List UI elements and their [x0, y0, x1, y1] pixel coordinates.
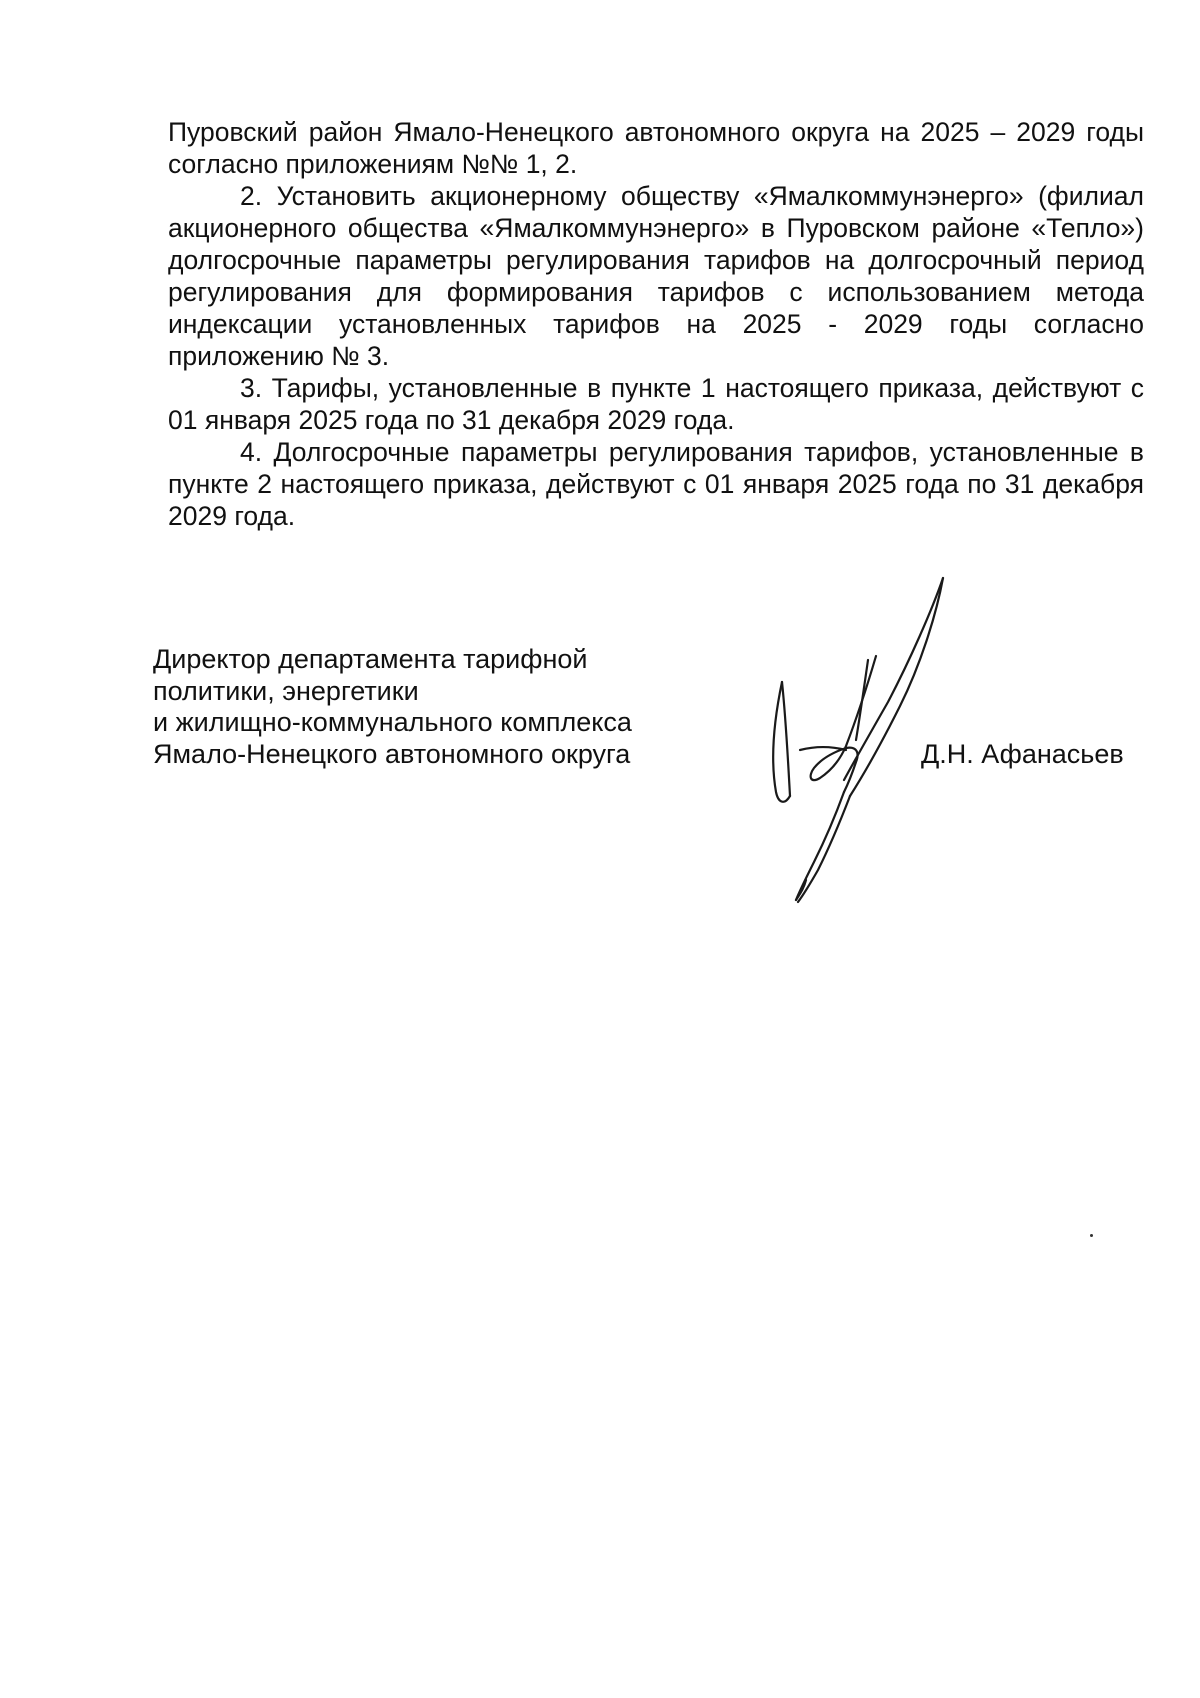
paragraph-item-3: 3. Тарифы, установленные в пункте 1 настоящего приказа, действуют с 01 января 2025 года по 31 декабря 2029 года.	[168, 373, 1144, 435]
signatory-position-line-3: и жилищно-коммунального комплекса	[153, 707, 632, 737]
paragraph-continuation: Пуровский район Ямало-Ненецкого автономного округа на 2025 – 2029 годы согласно приложениям №№ 1, 2.	[168, 117, 1144, 179]
paragraph-item-2: 2. Установить акционерному обществу «Ямалкоммунэнерго» (филиал акционерного общества «Ямалкоммунэнерго» в Пуровском районе «Тепло») долгосрочные параметры регулирования тарифов на долгосрочный период регулирования для формирования тарифов с использованием метода индексации установленных тарифов на 2025 - 2029 годы согласно приложению № 3.	[168, 181, 1144, 371]
signatory-position-line-1: Директор департамента тарифной	[153, 644, 588, 674]
signatory-name: Д.Н. Афанасьев	[921, 739, 1124, 769]
signatory-position-line-2: политики, энергетики	[153, 675, 419, 706]
signatory-position-line-4: Ямало-Ненецкого автономного округа	[153, 738, 631, 769]
scan-speck	[1090, 1234, 1093, 1237]
signatory-position	[153, 644, 713, 770]
paragraph-item-4: 4. Долгосрочные параметры регулирования тарифов, установленные в пункте 2 настоящего приказа, действуют с 01 января 2025 года по 31 декабря 2029 года.	[168, 437, 1144, 531]
